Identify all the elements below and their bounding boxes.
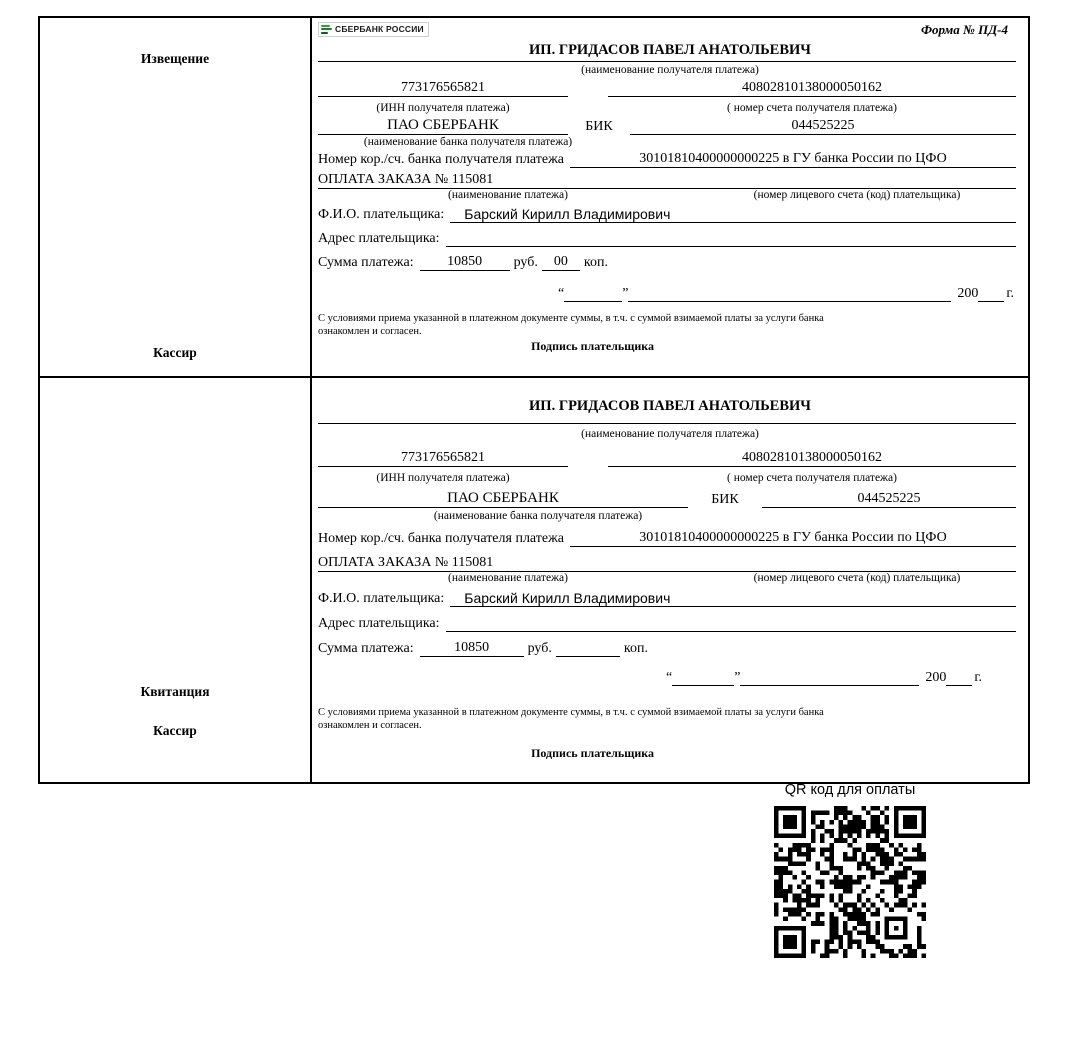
sberbank-logo — [318, 22, 429, 37]
receipt-date-quote-close: ” — [734, 670, 741, 685]
notice-recipient-caption: (наименование получателя платежа) — [581, 64, 759, 76]
receipt-signature-label: Подпись плательщика — [531, 746, 655, 761]
notice-bic-value: 044525225 — [630, 118, 1016, 135]
notice-purpose-caption: (наименование платежа) — [448, 189, 568, 201]
receipt-recipient-name: ИП. ГРИДАСОВ ПАВЕЛ АНАТОЛЬЕВИЧ — [529, 398, 811, 414]
receipt-corr-label: Номер кор./сч. банка получателя платежа — [318, 531, 564, 546]
receipt-bank-name: ПАО СБЕРБАНК — [318, 490, 688, 508]
receipt-section — [40, 378, 1028, 782]
payment-form — [38, 16, 1030, 784]
notice-inn-caption: (ИНН получателя платежа) — [376, 102, 510, 114]
receipt-purpose-row — [318, 547, 1022, 572]
receipt-sum-kop[interactable] — [556, 640, 620, 657]
receipt-left-column — [40, 378, 312, 782]
receipt-year-suffix: г. — [974, 670, 982, 685]
receipt-right-column — [312, 378, 1028, 782]
receipt-address-value[interactable] — [446, 615, 1016, 632]
receipt-bic-label: БИК — [711, 492, 739, 507]
receipt-address-row — [318, 607, 1022, 632]
receipt-inn-caption: (ИНН получателя платежа) — [376, 472, 510, 484]
qr-code-image — [774, 806, 926, 958]
receipt-inn-account-row — [318, 450, 1022, 468]
receipt-purpose-value: ОПЛАТА ЗАКАЗА № 115081 — [318, 555, 698, 572]
receipt-corr-value: 30101810400000000225 в ГУ банка России по ЦФО — [570, 530, 1016, 547]
notice-payer-name[interactable]: Барский Кирилл Владимирович — [450, 206, 1016, 223]
notice-sum-row — [318, 247, 1022, 271]
receipt-payer-label: Ф.И.О. плательщика: — [318, 591, 445, 606]
notice-date-row — [318, 271, 1022, 302]
receipt-date-quote-open: “ — [666, 670, 673, 685]
notice-section — [40, 18, 1028, 378]
receipt-purpose-captions — [318, 572, 1022, 584]
sberbank-mark-icon — [321, 25, 332, 35]
notice-year-suffix: г. — [1006, 286, 1014, 301]
notice-purpose-captions — [318, 189, 1022, 201]
notice-right-column — [312, 18, 1028, 376]
notice-sum-kop[interactable]: 00 — [542, 254, 580, 271]
receipt-bank-caption: (наименование банка получателя платежа) — [433, 510, 643, 522]
notice-conditions-line2: ознакомлен и согласен. — [318, 326, 422, 338]
notice-personal-account-caption: (номер лицевого счета (код) плательщика) — [753, 189, 961, 201]
form-number: Форма № ПД-4 — [920, 22, 1008, 37]
notice-account-value: 40802810138000050162 — [608, 80, 1016, 97]
notice-inn-account-row — [318, 80, 1022, 98]
notice-purpose-value: ОПЛАТА ЗАКАЗА № 115081 — [318, 172, 698, 189]
notice-corr-value: 30101810400000000225 в ГУ банка России по ЦФО — [570, 151, 1016, 168]
notice-left-column — [40, 18, 312, 376]
receipt-date-row — [318, 657, 1022, 686]
receipt-cashier-label: Кассир — [153, 723, 197, 738]
receipt-account-caption: ( номер счета получателя платежа) — [727, 472, 897, 484]
receipt-conditions-line1: С условиями приема указанной в платежном документе суммы, в т.ч. с суммой взимаемой платы за услуги банка — [318, 707, 824, 718]
receipt-purpose-caption: (наименование платежа) — [448, 572, 568, 584]
notice-side-label: Извещение — [140, 51, 210, 66]
receipt-inn-account-captions — [318, 468, 1022, 484]
notice-account-caption: ( номер счета получателя платежа) — [727, 102, 897, 114]
notice-bank-name: ПАО СБЕРБАНК — [318, 117, 568, 135]
receipt-bank-row — [318, 484, 1022, 508]
notice-inn-account-captions — [318, 98, 1022, 114]
notice-sum-label: Сумма платежа: — [318, 255, 414, 270]
receipt-side-label: Квитанция — [140, 684, 210, 699]
notice-bank-row — [318, 114, 1022, 135]
notice-header-row — [318, 22, 1022, 38]
qr-title: QR код для оплаты — [784, 782, 916, 798]
notice-signature-label: Подпись плательщика — [531, 339, 655, 354]
notice-date-quote-open: “ — [558, 286, 565, 301]
receipt-payer-row — [318, 584, 1022, 607]
notice-address-row — [318, 223, 1022, 247]
notice-recipient-name: ИП. ГРИДАСОВ ПАВЕЛ АНАТОЛЬЕВИЧ — [529, 42, 811, 58]
notice-corr-row — [318, 151, 1022, 168]
receipt-bic-value: 044525225 — [762, 491, 1016, 508]
notice-payer-label: Ф.И.О. плательщика: — [318, 207, 445, 222]
notice-sum-rub[interactable]: 10850 — [420, 254, 510, 271]
notice-bank-caption: (наименование банка получателя платежа) — [363, 136, 573, 148]
notice-payer-row — [318, 201, 1022, 223]
notice-address-label: Адрес плательщика: — [318, 231, 440, 246]
notice-conditions-line1: С условиями приема указанной в платежном документе суммы, в т.ч. с суммой взимаемой платы за услуги банка — [318, 313, 824, 324]
receipt-corr-row — [318, 530, 1022, 547]
receipt-personal-account-caption: (номер лицевого счета (код) плательщика) — [753, 572, 961, 584]
notice-rub-label: руб. — [513, 255, 538, 270]
receipt-recipient-caption: (наименование получателя платежа) — [581, 428, 759, 440]
receipt-sum-row — [318, 632, 1022, 657]
notice-kop-label: коп. — [583, 255, 608, 270]
receipt-conditions-line2: ознакомлен и согласен. — [318, 720, 422, 732]
notice-corr-label: Номер кор./сч. банка получателя платежа — [318, 152, 564, 167]
receipt-account-value: 40802810138000050162 — [608, 450, 1016, 467]
notice-inn-value: 773176565821 — [318, 80, 568, 97]
notice-purpose-row — [318, 168, 1022, 189]
receipt-sum-rub[interactable]: 10850 — [420, 640, 524, 657]
receipt-year-prefix: 200 — [925, 670, 947, 685]
receipt-kop-label: коп. — [623, 641, 648, 656]
notice-bic-label: БИК — [585, 119, 613, 134]
receipt-inn-value: 773176565821 — [318, 450, 568, 467]
receipt-rub-label: руб. — [527, 641, 552, 656]
sberbank-logo-text: СБЕРБАНК РОССИИ — [335, 24, 424, 34]
notice-cashier-label: Кассир — [153, 345, 197, 360]
qr-block — [762, 782, 938, 958]
receipt-sum-label: Сумма платежа: — [318, 641, 414, 656]
notice-date-quote-close: ” — [622, 286, 629, 301]
receipt-payer-name[interactable]: Барский Кирилл Владимирович — [450, 590, 1016, 607]
notice-year-prefix: 200 — [957, 286, 979, 301]
receipt-address-label: Адрес плательщика: — [318, 616, 440, 631]
notice-address-value[interactable] — [446, 230, 1016, 247]
